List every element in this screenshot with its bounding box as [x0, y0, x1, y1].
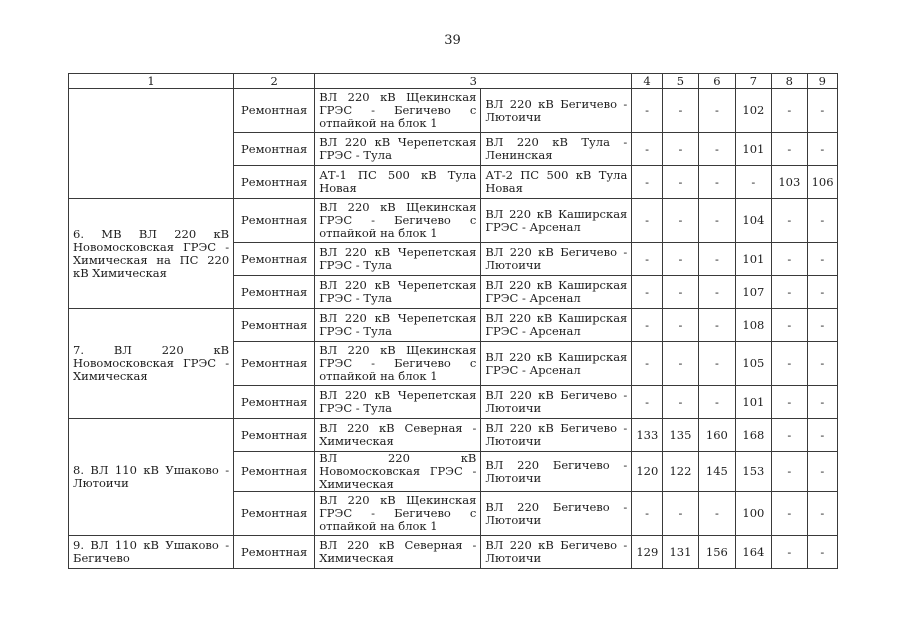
value-cell-c9: -	[807, 492, 837, 536]
value-cell-c6: -	[699, 386, 735, 419]
value-cell-c7: 105	[735, 342, 771, 386]
mode-cell: Ремонтная	[234, 419, 315, 452]
repair-element-cell: ВЛ 220 кВ Новомосковская ГРЭС - Химическая	[315, 452, 481, 492]
repair-element-cell: ВЛ 220 кВ Щекинская ГРЭС - Бегичево с отпайкой на блок 1	[315, 342, 481, 386]
value-cell-c4: -	[632, 309, 662, 342]
header-cell: 4	[632, 74, 662, 89]
value-cell-c8: -	[772, 133, 807, 166]
value-cell-c8: -	[772, 309, 807, 342]
mode-cell: Ремонтная	[234, 386, 315, 419]
value-cell-c9: -	[807, 89, 837, 133]
value-cell-c4: -	[632, 276, 662, 309]
value-cell-c6: -	[699, 342, 735, 386]
value-cell-c4: 133	[632, 419, 662, 452]
value-cell-c7: -	[735, 166, 771, 199]
value-cell-c5: -	[662, 309, 698, 342]
value-cell-c4: 129	[632, 536, 662, 569]
mode-cell: Ремонтная	[234, 536, 315, 569]
disconnected-element-cell: ВЛ 220 кВ Тула - Ленинская	[481, 133, 632, 166]
header-cell: 8	[772, 74, 807, 89]
table-row	[69, 419, 838, 452]
disconnected-element-cell: ВЛ 220 Бегичево - Лютоичи	[481, 452, 632, 492]
value-cell-c9: -	[807, 386, 837, 419]
value-cell-c6: -	[699, 492, 735, 536]
repair-element-cell: ВЛ 220 кВ Черепетская ГРЭС - Тула	[315, 133, 481, 166]
object-cell: 9. ВЛ 110 кВ Ушаково - Бегичево	[69, 536, 234, 569]
disconnected-element-cell: ВЛ 220 кВ Каширская ГРЭС - Арсенал	[481, 309, 632, 342]
object-cell	[69, 89, 234, 199]
value-cell-c5: -	[662, 133, 698, 166]
repair-element-cell: ВЛ 220 кВ Северная - Химическая	[315, 536, 481, 569]
repair-element-cell: ВЛ 220 кВ Черепетская ГРЭС - Тула	[315, 276, 481, 309]
header-cell: 7	[735, 74, 771, 89]
repair-element-cell: АТ-1 ПС 500 кВ Тула Новая	[315, 166, 481, 199]
mode-cell: Ремонтная	[234, 452, 315, 492]
repair-element-cell: ВЛ 220 кВ Черепетская ГРЭС - Тула	[315, 309, 481, 342]
disconnected-element-cell: АТ-2 ПС 500 кВ Тула Новая	[481, 166, 632, 199]
value-cell-c4: -	[632, 243, 662, 276]
contingency-table	[68, 73, 838, 569]
value-cell-c8: -	[772, 419, 807, 452]
value-cell-c5: 135	[662, 419, 698, 452]
value-cell-c7: 101	[735, 243, 771, 276]
value-cell-c5: -	[662, 492, 698, 536]
value-cell-c6: -	[699, 199, 735, 243]
header-cell: 5	[662, 74, 698, 89]
mode-cell: Ремонтная	[234, 199, 315, 243]
value-cell-c9: -	[807, 419, 837, 452]
value-cell-c8: -	[772, 243, 807, 276]
mode-cell: Ремонтная	[234, 89, 315, 133]
value-cell-c5: -	[662, 199, 698, 243]
value-cell-c4: -	[632, 133, 662, 166]
page-number: 39	[444, 33, 461, 48]
table-row	[69, 536, 838, 569]
mode-cell: Ремонтная	[234, 276, 315, 309]
value-cell-c4: -	[632, 166, 662, 199]
value-cell-c5: 122	[662, 452, 698, 492]
value-cell-c7: 102	[735, 89, 771, 133]
header-cell: 6	[699, 74, 735, 89]
mode-cell: Ремонтная	[234, 309, 315, 342]
value-cell-c9: -	[807, 342, 837, 386]
value-cell-c5: -	[662, 386, 698, 419]
mode-cell: Ремонтная	[234, 243, 315, 276]
value-cell-c8: -	[772, 276, 807, 309]
value-cell-c7: 100	[735, 492, 771, 536]
header-cell: 9	[807, 74, 837, 89]
header-cell: 2	[234, 74, 315, 89]
value-cell-c5: 131	[662, 536, 698, 569]
mode-cell: Ремонтная	[234, 342, 315, 386]
value-cell-c8: -	[772, 536, 807, 569]
value-cell-c7: 164	[735, 536, 771, 569]
value-cell-c7: 108	[735, 309, 771, 342]
value-cell-c6: -	[699, 133, 735, 166]
value-cell-c9: -	[807, 452, 837, 492]
value-cell-c8: -	[772, 89, 807, 133]
disconnected-element-cell: ВЛ 220 кВ Бегичево - Лютоичи	[481, 536, 632, 569]
value-cell-c5: -	[662, 276, 698, 309]
value-cell-c6: 145	[699, 452, 735, 492]
value-cell-c9: -	[807, 199, 837, 243]
value-cell-c8: -	[772, 386, 807, 419]
value-cell-c4: 120	[632, 452, 662, 492]
object-cell: 8. ВЛ 110 кВ Ушаково - Лютоичи	[69, 419, 234, 536]
value-cell-c4: -	[632, 89, 662, 133]
value-cell-c5: -	[662, 342, 698, 386]
mode-cell: Ремонтная	[234, 133, 315, 166]
value-cell-c6: -	[699, 89, 735, 133]
mode-cell: Ремонтная	[234, 492, 315, 536]
object-cell: 7. ВЛ 220 кВ Новомосковская ГРЭС - Химическая	[69, 309, 234, 419]
value-cell-c9: -	[807, 309, 837, 342]
value-cell-c9: 106	[807, 166, 837, 199]
value-cell-c8: -	[772, 199, 807, 243]
value-cell-c8: -	[772, 452, 807, 492]
table-row	[69, 89, 838, 133]
disconnected-element-cell: ВЛ 220 Бегичево - Лютоичи	[481, 492, 632, 536]
value-cell-c7: 168	[735, 419, 771, 452]
repair-element-cell: ВЛ 220 кВ Северная - Химическая	[315, 419, 481, 452]
value-cell-c8: -	[772, 342, 807, 386]
value-cell-c4: -	[632, 199, 662, 243]
value-cell-c5: -	[662, 166, 698, 199]
disconnected-element-cell: ВЛ 220 кВ Каширская ГРЭС - Арсенал	[481, 199, 632, 243]
value-cell-c9: -	[807, 243, 837, 276]
value-cell-c7: 101	[735, 133, 771, 166]
value-cell-c4: -	[632, 342, 662, 386]
value-cell-c6: -	[699, 276, 735, 309]
repair-element-cell: ВЛ 220 кВ Щекинская ГРЭС - Бегичево с отпайкой на блок 1	[315, 199, 481, 243]
value-cell-c9: -	[807, 133, 837, 166]
value-cell-c5: -	[662, 89, 698, 133]
value-cell-c9: -	[807, 276, 837, 309]
value-cell-c5: -	[662, 243, 698, 276]
object-cell: 6. МВ ВЛ 220 кВ Новомосковская ГРЭС - Химическая на ПС 220 кВ Химическая	[69, 199, 234, 309]
header-cell: 3	[315, 74, 632, 89]
repair-element-cell: ВЛ 220 кВ Черепетская ГРЭС - Тула	[315, 243, 481, 276]
disconnected-element-cell: ВЛ 220 кВ Каширская ГРЭС - Арсенал	[481, 276, 632, 309]
value-cell-c6: 156	[699, 536, 735, 569]
value-cell-c7: 153	[735, 452, 771, 492]
value-cell-c8: -	[772, 492, 807, 536]
repair-element-cell: ВЛ 220 кВ Щекинская ГРЭС - Бегичево с отпайкой на блок 1	[315, 89, 481, 133]
value-cell-c7: 104	[735, 199, 771, 243]
value-cell-c9: -	[807, 536, 837, 569]
value-cell-c6: -	[699, 309, 735, 342]
table-row	[69, 199, 838, 243]
value-cell-c6: -	[699, 166, 735, 199]
disconnected-element-cell: ВЛ 220 кВ Бегичево - Лютоичи	[481, 243, 632, 276]
table-row	[69, 309, 838, 342]
disconnected-element-cell: ВЛ 220 кВ Каширская ГРЭС - Арсенал	[481, 342, 632, 386]
value-cell-c4: -	[632, 492, 662, 536]
value-cell-c4: -	[632, 386, 662, 419]
disconnected-element-cell: ВЛ 220 кВ Бегичево - Лютоичи	[481, 419, 632, 452]
value-cell-c6: -	[699, 243, 735, 276]
header-cell: 1	[69, 74, 234, 89]
disconnected-element-cell: ВЛ 220 кВ Бегичево - Лютоичи	[481, 386, 632, 419]
value-cell-c7: 101	[735, 386, 771, 419]
mode-cell: Ремонтная	[234, 166, 315, 199]
disconnected-element-cell: ВЛ 220 кВ Бегичево - Лютоичи	[481, 89, 632, 133]
repair-element-cell: ВЛ 220 кВ Щекинская ГРЭС - Бегичево с отпайкой на блок 1	[315, 492, 481, 536]
repair-element-cell: ВЛ 220 кВ Черепетская ГРЭС - Тула	[315, 386, 481, 419]
value-cell-c7: 107	[735, 276, 771, 309]
header-row	[69, 74, 838, 89]
value-cell-c6: 160	[699, 419, 735, 452]
value-cell-c8: 103	[772, 166, 807, 199]
